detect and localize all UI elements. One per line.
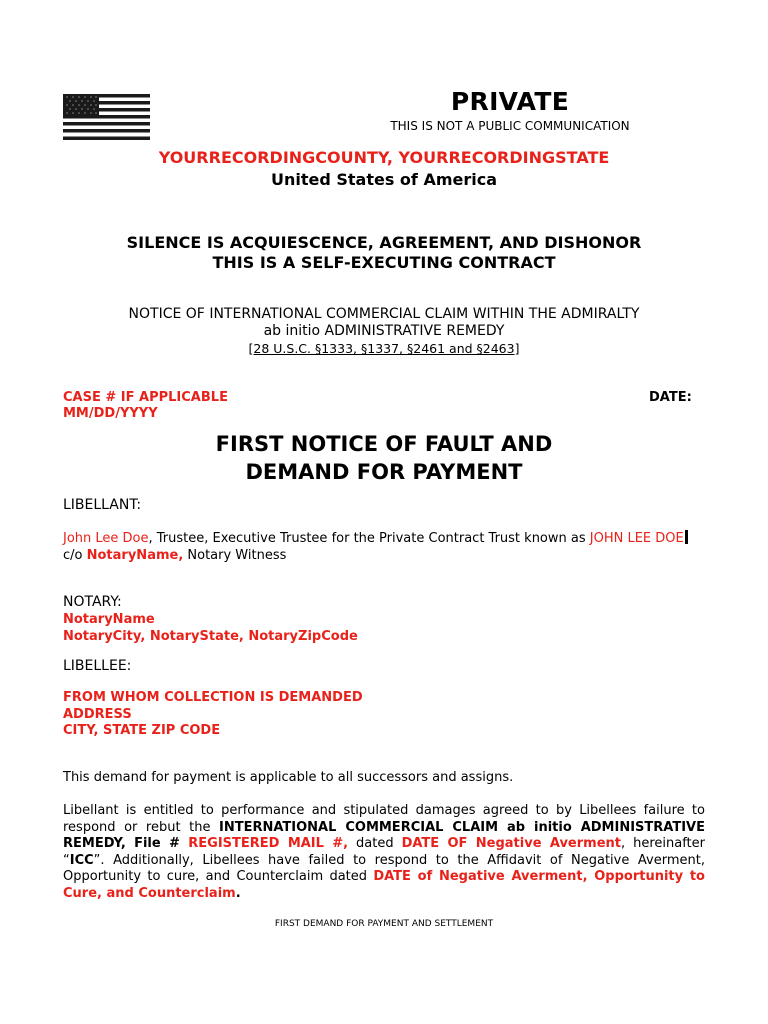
care-of: c/o — [63, 547, 87, 563]
notary-address: NotaryCity, NotaryState, NotaryZipCode — [63, 628, 358, 644]
case-number: CASE # IF APPLICABLE — [63, 390, 228, 405]
banner-line-1: SILENCE IS ACQUIESCENCE, AGREEMENT, AND DISHONOR — [126, 233, 642, 252]
usc-citation: [28 U.S.C. §1333, §1337, §2461 and §2463] — [248, 341, 520, 356]
heading-line-2: DEMAND FOR PAYMENT — [245, 460, 523, 484]
libellee-block — [63, 690, 705, 740]
banner-line-2: THIS IS A SELF-EXECUTING CONTRACT — [212, 253, 556, 272]
para-period: . — [235, 885, 241, 901]
averment-date: DATE OF Negative Averment — [401, 836, 621, 851]
trust-name: JOHN LEE DOE — [589, 531, 684, 546]
us-flag-icon — [63, 94, 150, 140]
not-public-notice: THIS IS NOT A PUBLIC COMMUNICATION — [390, 119, 630, 133]
libellant-notary-name: NotaryName, — [86, 547, 184, 563]
date-label: DATE: — [649, 390, 692, 405]
libellant-name: John Lee Doe — [63, 531, 149, 546]
para-text-f: , hereinafter “ — [63, 836, 705, 868]
libellee-line-1: FROM WHOM COLLECTION IS DEMANDED — [63, 690, 363, 705]
notary-block — [63, 612, 705, 645]
text-cursor — [685, 530, 688, 544]
country-name: United States of America — [270, 170, 498, 189]
counterclaim-date: DATE of Negative Averment, Opportunity to Cure, and Counterclaim — [63, 869, 705, 901]
libellant-paragraph — [63, 530, 705, 564]
recording-county: YOURRECORDINGCOUNTY, YOURRECORDINGSTATE — [158, 148, 610, 167]
libellee-line-2: ADDRESS — [63, 706, 132, 722]
libellee-label: LIBELLEE: — [63, 658, 132, 674]
notary-witness: Notary Witness — [183, 547, 287, 563]
notary-name: NotaryName — [63, 612, 155, 627]
page-footer: FIRST DEMAND FOR PAYMENT AND SETTLEMENT — [274, 919, 494, 929]
registered-mail: REGISTERED MAIL #, — [188, 836, 349, 851]
libellant-text: , Trustee, Executive Trustee for the Private Contract Trust known as — [148, 531, 590, 546]
notice-line-1: NOTICE OF INTERNATIONAL COMMERCIAL CLAIM WITHIN THE ADMIRALTY — [128, 306, 640, 322]
notice-line-2: ab initio ADMINISTRATIVE REMEDY — [263, 323, 505, 339]
notary-label: NOTARY: — [63, 594, 122, 610]
para-text-d: dated — [348, 836, 402, 851]
icc-abbrev: ICC — [69, 852, 94, 868]
title-private: PRIVATE — [450, 87, 570, 116]
heading-line-1: FIRST NOTICE OF FAULT AND — [215, 432, 553, 456]
entitlement-paragraph — [63, 803, 705, 902]
para-text-a: Libellant is entitled to performance and stipulated damages agreed to by Libellees failure to respond or rebut the — [63, 803, 705, 835]
libellant-label: LIBELLANT: — [63, 497, 142, 513]
successors-statement: This demand for payment is applicable to all successors and assigns. — [63, 770, 514, 785]
para-text-h: ”. Additionally, Libellees have failed to respond to the Affidavit of Negative Averment, Opportunity to cure, and Counterclaim dated — [63, 852, 705, 884]
libellee-line-3: CITY, STATE ZIP CODE — [63, 723, 221, 738]
date-value: MM/DD/YYYY — [63, 406, 158, 421]
claim-title: INTERNATIONAL COMMERCIAL CLAIM ab initio ADMINISTRATIVE REMEDY, File # — [63, 819, 705, 851]
